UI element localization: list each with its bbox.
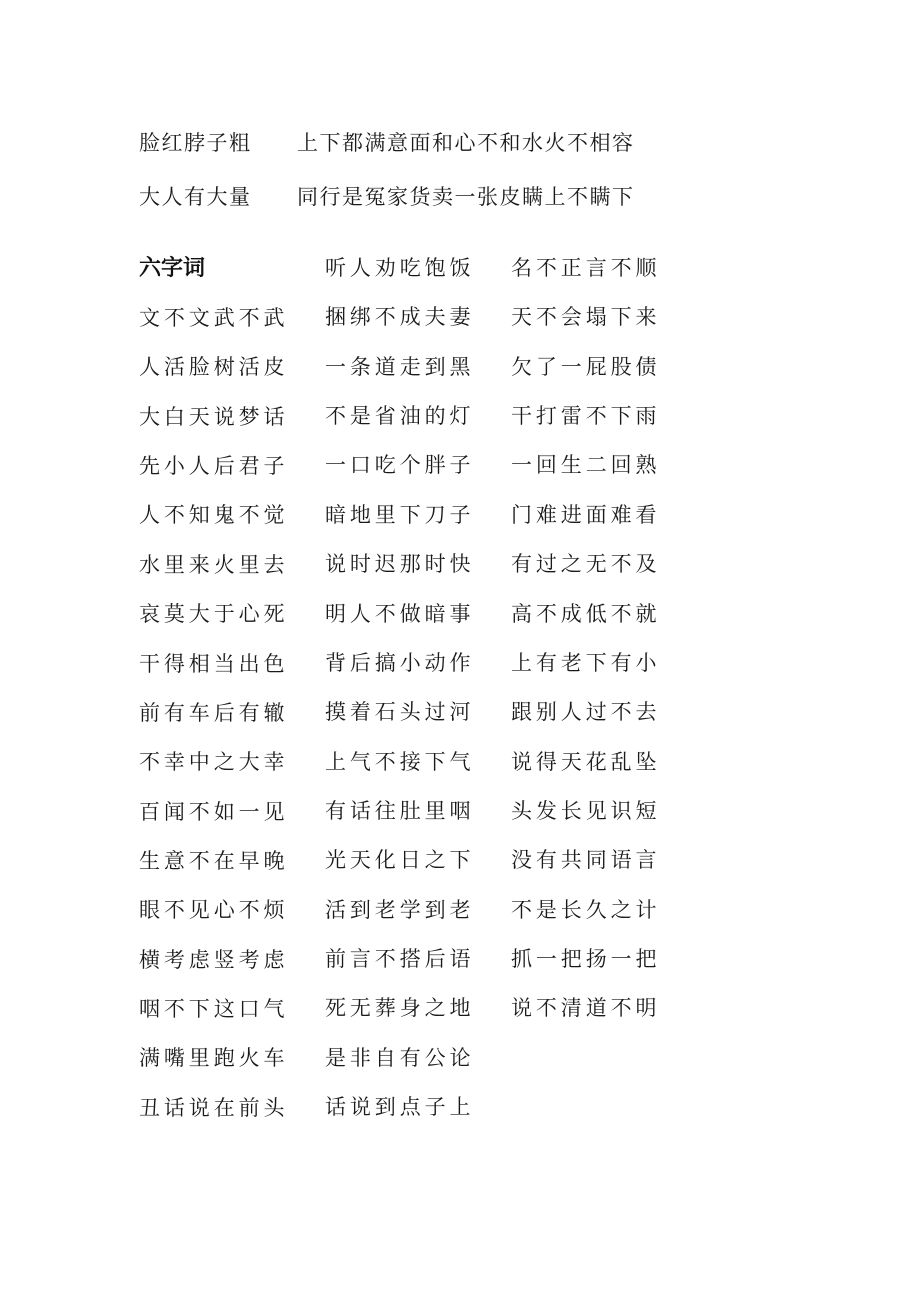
phrase-item: 哀莫大于心死: [139, 602, 289, 627]
section-title: 六字词: [139, 256, 206, 281]
phrase-item: 有话往肚里咽: [325, 798, 475, 823]
phrase-item: 不是省油的灯: [325, 404, 475, 429]
phrase-item: 一回生二回熟: [511, 453, 661, 478]
phrase-item: 前言不搭后语: [325, 946, 475, 971]
phrase-item: 是非自有公论: [325, 1045, 475, 1070]
phrase-item: 门难进面难看: [511, 502, 661, 527]
phrase-left: 脸红脖子粗: [139, 131, 252, 155]
phrase-item: 背后搞小动作: [325, 650, 475, 675]
phrase-item: 名不正言不顺: [511, 256, 661, 280]
phrase-item: 满嘴里跑火车: [139, 1046, 289, 1071]
phrase-left: 大人有大量: [139, 185, 252, 209]
phrase-item: 百闻不如一见: [139, 799, 289, 824]
phrase-item: 头发长见识短: [511, 798, 661, 823]
phrase-item: 摸着石头过河: [325, 700, 475, 725]
phrase-item: 上气不接下气: [325, 749, 475, 774]
phrase-item: 前有车后有辙: [139, 700, 289, 725]
phrase-item: 有过之无不及: [511, 552, 661, 577]
phrase-item: 干得相当出色: [139, 651, 289, 676]
phrase-item: 话说到点子上: [325, 1095, 475, 1119]
phrase-item: 说不清道不明: [511, 996, 661, 1021]
phrase-item: 水里来火里去: [139, 552, 289, 577]
phrase-item: 丑话说在前头: [139, 1095, 289, 1120]
phrase-item: 一条道走到黑: [325, 354, 475, 379]
phrase-item: 没有共同语言: [511, 848, 661, 873]
phrase-item: 人活脸树活皮: [139, 355, 289, 380]
phrase-item: 先小人后君子: [139, 454, 289, 479]
phrase-item: 高不成低不就: [511, 601, 661, 626]
phrase-item: 天不会塌下来: [511, 305, 661, 330]
phrase-item: 一口吃个胖子: [325, 453, 475, 478]
phrase-item: 横考虑竖考虑: [139, 947, 289, 972]
top-row-2: [139, 187, 635, 208]
phrase-item: 跟别人过不去: [511, 700, 661, 725]
phrase-item: 眼不见心不烦: [139, 898, 289, 923]
phrase-item: 明人不做暗事: [325, 601, 475, 626]
phrase-item: 光天化日之下: [325, 848, 475, 873]
phrase-item: 说得天花乱坠: [511, 749, 661, 774]
phrase-item: 不幸中之大幸: [139, 750, 289, 775]
phrase-item: 听人劝吃饱饭: [325, 256, 475, 280]
phrase-item: 咽不下这口气: [139, 996, 289, 1021]
phrase-item: 欠了一屁股债: [511, 354, 661, 379]
phrase-item: 人不知鬼不觉: [139, 503, 289, 528]
phrase-item: 活到老学到老: [325, 897, 475, 922]
phrase-item: 抓一把扬一把: [511, 946, 661, 971]
phrase-item: 上有老下有小: [511, 650, 661, 675]
phrase-item: 捆绑不成夫妻: [325, 305, 475, 330]
phrase-item: 大白天说梦话: [139, 404, 289, 429]
phrase-item: 暗地里下刀子: [325, 502, 475, 527]
phrase-item: 说时迟那时快: [325, 552, 475, 577]
phrase-item: 干打雷不下雨: [511, 404, 661, 429]
top-row-1: [139, 133, 635, 154]
phrase-item: 死无葬身之地: [325, 996, 475, 1021]
phrase-right: 上下都满意面和心不和水火不相容: [297, 131, 635, 155]
phrase-item: 不是长久之计: [511, 897, 661, 922]
phrase-item: 生意不在早晚: [139, 848, 289, 873]
phrase-item: 文不文武不武: [139, 306, 289, 330]
phrase-right: 同行是冤家货卖一张皮瞒上不瞒下: [297, 185, 635, 209]
